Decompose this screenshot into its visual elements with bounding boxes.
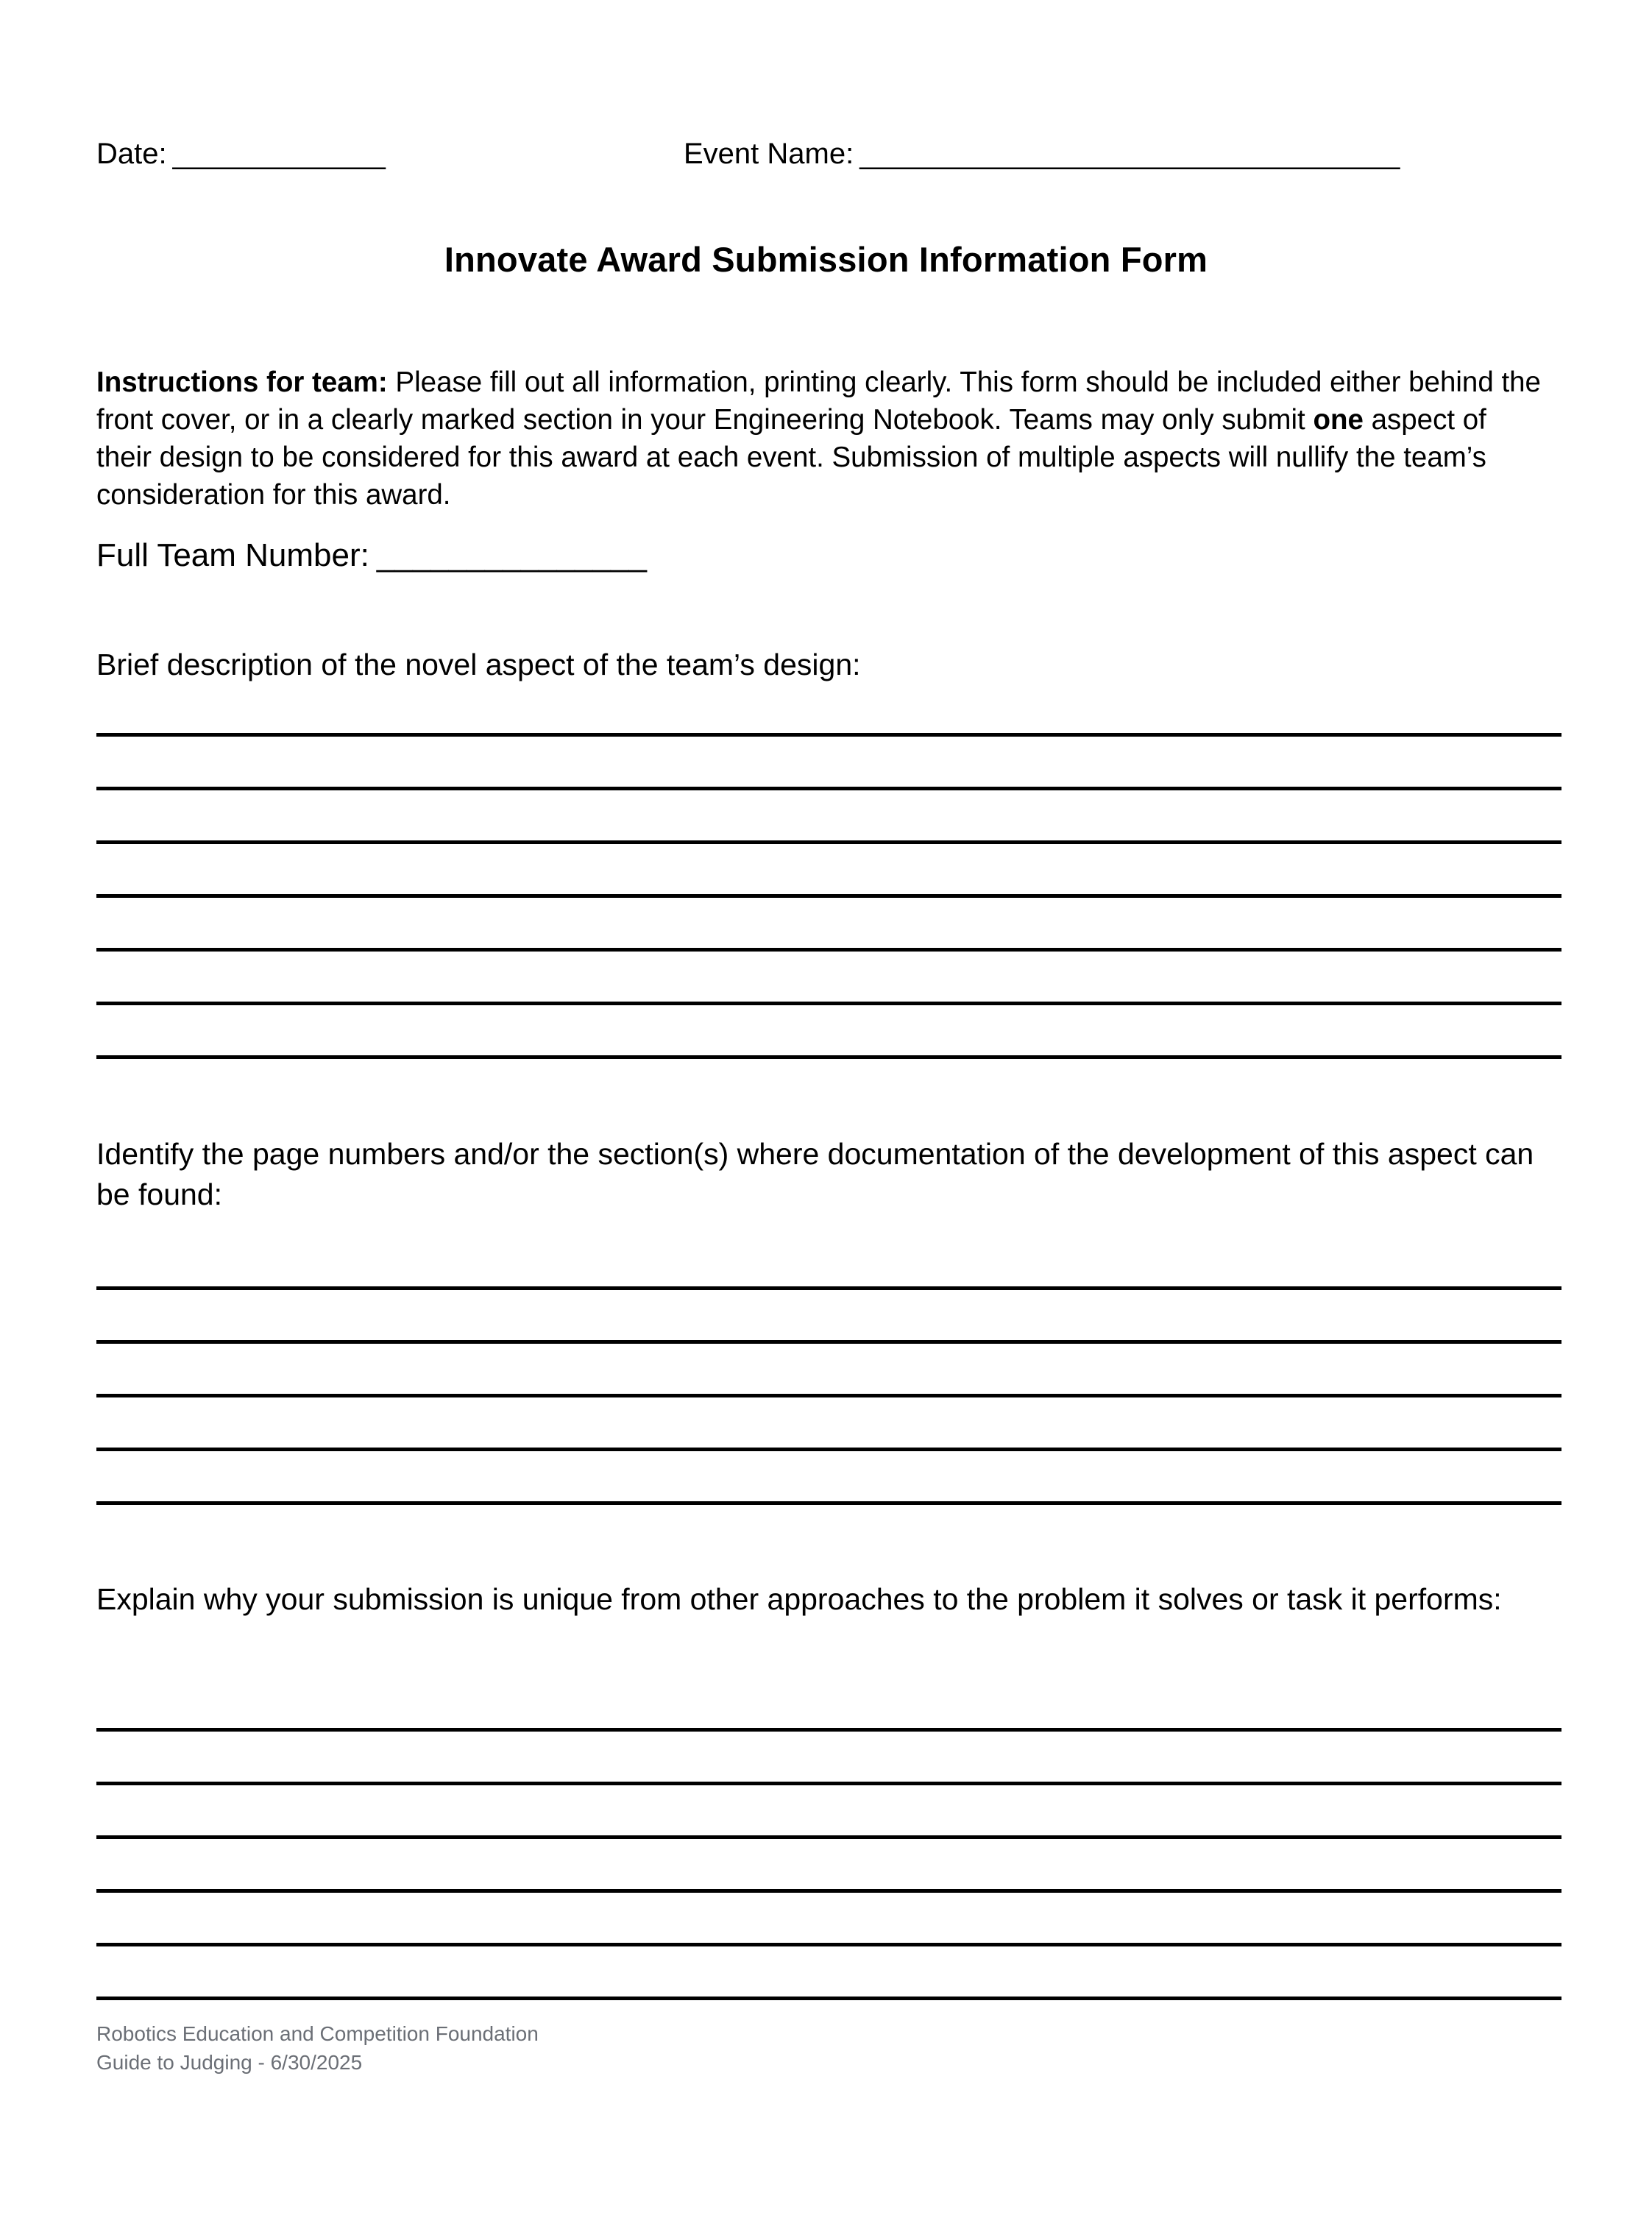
answer-rule-line[interactable] [96,1501,1561,1555]
answer-rule-line[interactable] [96,1728,1561,1782]
date-field[interactable] [96,137,386,171]
date-label: Date: [96,138,167,170]
answer-rule-line[interactable] [96,894,1561,948]
event-name-blank-line[interactable]: _________________________________ [859,138,1400,170]
footer-organization: Robotics Education and Competition Foundation [96,2022,539,2045]
question-2-answer-lines[interactable] [96,1286,1561,1555]
question-1-prompt: Brief description of the novel aspect of the team’s design: [96,648,861,681]
full-team-number-label: Full Team Number: [96,537,369,573]
question-3-prompt: Explain why your submission is unique from other approaches to the problem it solves or task it performs: [96,1582,1502,1616]
answer-rule-line[interactable] [96,787,1561,840]
question-1-answer-lines[interactable] [96,733,1561,1109]
page-title: Innovate Award Submission Information Form [444,240,1208,279]
instructions-emphasis-one: one [1313,403,1364,436]
date-blank-line[interactable]: _____________ [172,138,386,170]
answer-rule-line[interactable] [96,1055,1561,1109]
question-2-prompt: Identify the page numbers and/or the section(s) where documentation of the development of this aspect can be found: [96,1137,1534,1211]
answer-rule-line[interactable] [96,1340,1561,1394]
page-footer [96,2020,539,2077]
answer-rule-line[interactable] [96,1448,1561,1501]
full-team-number-blank-line[interactable]: _______________ [376,537,647,573]
answer-rule-line[interactable] [96,1889,1561,1943]
header-meta-row [96,137,1561,181]
instructions-paragraph [96,364,1542,514]
footer-source: Guide to Judging - 6/30/2025 [96,2050,363,2074]
instructions-text-part-2: aspect of their design to be considered for this award at each event. Submission of multiple aspects will nullify the team’s consideration for this award. [96,403,1486,511]
answer-rule-line[interactable] [96,1002,1561,1055]
event-name-label: Event Name: [684,138,854,170]
instructions-lead-label: Instructions for team: [96,366,388,398]
answer-rule-line[interactable] [96,1835,1561,1889]
answer-rule-line[interactable] [96,1394,1561,1448]
answer-rule-line[interactable] [96,1943,1561,1997]
instructions-text-part-1: Please fill out all information, printing clearly. This form should be included either behind the front cover, or in a clearly marked section in your Engineering Notebook. Teams may only submit [96,366,1541,436]
question-3-answer-lines[interactable] [96,1728,1561,2050]
event-name-field[interactable] [684,137,1400,171]
answer-rule-line[interactable] [96,733,1561,787]
answer-rule-line[interactable] [96,840,1561,894]
answer-rule-line[interactable] [96,1782,1561,1835]
answer-rule-line[interactable] [96,948,1561,1002]
full-team-number-field[interactable] [96,537,647,574]
answer-rule-line[interactable] [96,1286,1561,1340]
